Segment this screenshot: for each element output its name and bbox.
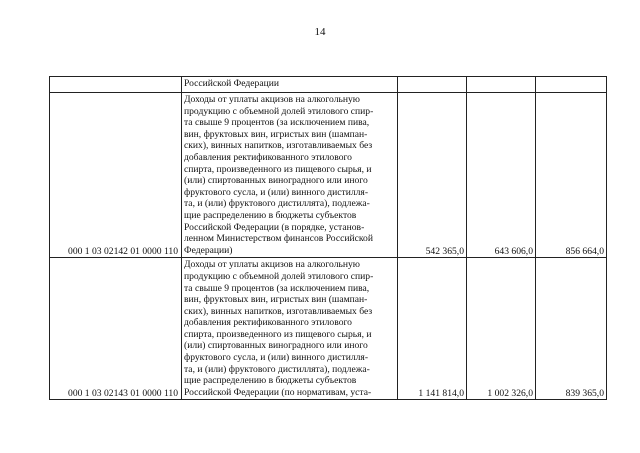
description-line: та свыше 9 процентов (за исключением пива, [184, 282, 370, 294]
description-line: ленном Министерством финансов Российской [184, 233, 373, 245]
description-line: ских), винных напитков, изготавливаемых без [184, 305, 373, 317]
classification-code-cell [50, 77, 182, 93]
description-line: та, и (или) фруктового дистиллята), подлежа- [184, 198, 370, 210]
description-line: Доходы от уплаты акцизов на алкогольную [184, 259, 360, 271]
description-line: та, и (или) фруктового дистиллята), подлежа- [184, 363, 370, 375]
amount-cell-year-3: 856 664,0 [536, 93, 607, 258]
description-line: (или) спиртованных виноградного или иного [184, 340, 368, 352]
amount-cell-year-1 [398, 77, 467, 93]
amount-cell-year-2: 643 606,0 [467, 93, 536, 258]
description-line: спирта, произведенного из пищевого сырья, и [184, 163, 372, 175]
description-line: фруктового сусла, и (или) винного дистилля- [184, 352, 369, 364]
description-line: Федерации) [184, 244, 233, 256]
description-cell [182, 77, 398, 93]
table-row [50, 258, 607, 400]
description-line: Российской Федерации (в порядке, установ- [184, 221, 365, 233]
amount-cell-year-1: 1 141 814,0 [398, 258, 467, 400]
description-line: ских), винных напитков, изготавливаемых без [184, 140, 373, 152]
table-row [50, 93, 607, 258]
description-line: добавления ректификованного этилового [184, 317, 352, 329]
classification-code-cell: 000 1 03 02143 01 0000 110 [50, 258, 182, 400]
description-line: (или) спиртованных виноградного или иного [184, 175, 368, 187]
description-cell [182, 258, 398, 400]
description-line: вин, фруктовых вин, игристых вин (шампан- [184, 128, 368, 140]
description-line: Российской Федерации [184, 78, 279, 89]
amount-cell-year-3 [536, 77, 607, 93]
description-line: Российской Федерации (по нормативам, уста- [184, 386, 372, 398]
description-line: продукцию с объемной долей этилового спир- [184, 105, 374, 117]
description-line: добавления ректификованного этилового [184, 151, 352, 163]
amount-cell-year-3: 839 365,0 [536, 258, 607, 400]
amount-cell-year-1: 542 365,0 [398, 93, 467, 258]
classification-code-cell: 000 1 03 02142 01 0000 110 [50, 93, 182, 258]
description-line: продукцию с объемной долей этилового спир- [184, 270, 374, 282]
table-row [50, 77, 607, 93]
page-number: 14 [314, 26, 326, 38]
description-line: щие распределению в бюджеты субъектов [184, 375, 357, 387]
description-line: фруктового сусла, и (или) винного дистилля- [184, 186, 369, 198]
budget-revenue-table [49, 76, 607, 400]
amount-cell-year-2: 1 002 326,0 [467, 258, 536, 400]
description-line: спирта, произведенного из пищевого сырья, и [184, 328, 372, 340]
description-cell [182, 93, 398, 258]
description-line: та свыше 9 процентов (за исключением пива, [184, 117, 370, 129]
amount-cell-year-2 [467, 77, 536, 93]
description-line: щие распределению в бюджеты субъектов [184, 209, 357, 221]
description-line: Доходы от уплаты акцизов на алкогольную [184, 94, 360, 105]
description-line: вин, фруктовых вин, игристых вин (шампан- [184, 294, 368, 306]
